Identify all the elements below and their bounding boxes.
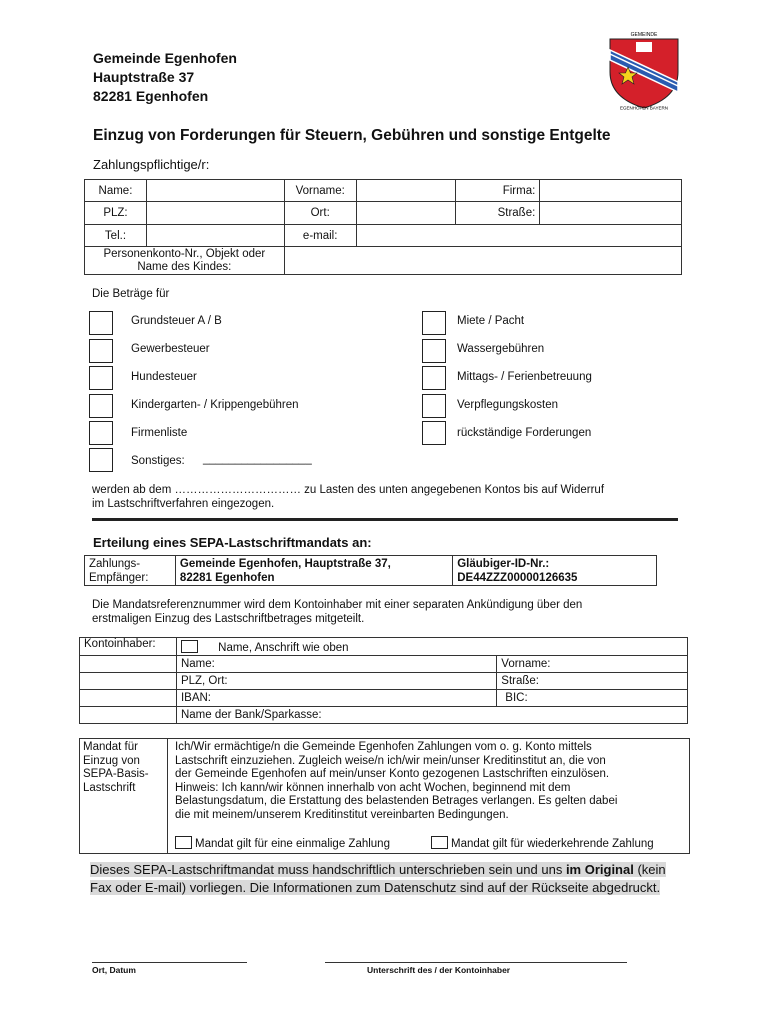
checkbox-mandate-recurring[interactable] xyxy=(431,836,448,849)
payer-plz-field[interactable] xyxy=(146,202,284,225)
label-kindergarten: Kindergarten- / Krippengebühren xyxy=(131,399,299,411)
mandate-text-line2: Lastschrift einzuziehen. Zugleich weise/n ich/wir mein/unser Kreditinstitut an, die von xyxy=(175,754,606,767)
notice-part1: Dieses SEPA-Lastschriftmandat muss handschriftlich unterschrieben sein und uns xyxy=(90,862,566,877)
payer-table xyxy=(84,179,682,275)
label-holder-iban: IBAN: xyxy=(180,692,211,704)
mandate-text-line1: Ich/Wir ermächtige/n die Gemeinde Egenhofen Zahlungen vom o. g. Konto mittels xyxy=(175,741,592,753)
label-mandate-recurring: Mandat gilt für wiederkehrende Zahlung xyxy=(451,838,654,850)
payer-personenkonto-field[interactable] xyxy=(284,247,681,275)
mandate-label-line2: Einzug von xyxy=(83,754,140,767)
label-email: e-mail: xyxy=(284,225,356,247)
checkbox-mandate-once[interactable] xyxy=(175,836,192,849)
label-tel: Tel.: xyxy=(85,225,147,247)
holder-plz-ort-field[interactable] xyxy=(176,673,496,690)
section-divider xyxy=(92,518,678,521)
amounts-outro xyxy=(92,483,604,511)
label-gewerbesteuer: Gewerbesteuer xyxy=(131,343,210,355)
label-holder-vorname: Vorname: xyxy=(501,658,551,670)
mandate-label-line1: Mandat für xyxy=(83,741,138,753)
recipient-label xyxy=(85,556,176,586)
label-firma: Firma: xyxy=(456,180,540,202)
recipient-value-2: 82281 Egenhofen xyxy=(179,571,275,584)
same-as-above-option[interactable] xyxy=(176,638,687,656)
place-date-line[interactable] xyxy=(92,962,247,963)
checkbox-firmenliste[interactable] xyxy=(89,421,113,445)
mandate-label-cell xyxy=(80,739,168,853)
label-personenkonto: Personenkonto-Nr., Objekt oder Name des Kindes: xyxy=(85,247,285,275)
mandate-option-once[interactable] xyxy=(175,836,390,850)
label-miete: Miete / Pacht xyxy=(457,315,525,327)
holder-vorname-field[interactable] xyxy=(497,656,688,673)
recipient-label-1: Zahlungs- xyxy=(89,557,141,570)
label-holder-name: Name: xyxy=(180,658,215,670)
mandate-label-line3: SEPA-Basis- xyxy=(83,768,149,780)
kontoinhaber-spacer-3 xyxy=(80,690,177,707)
mandate-option-recurring[interactable] xyxy=(431,836,654,850)
label-plz: PLZ: xyxy=(85,202,147,225)
checkbox-gewerbesteuer[interactable] xyxy=(89,339,113,363)
crest-top-text: GEMEINDE xyxy=(630,32,658,38)
checkbox-miete[interactable] xyxy=(422,311,446,335)
recipient-label-2: Empfänger: xyxy=(89,571,149,584)
label-grundsteuer: Grundsteuer A / B xyxy=(131,315,222,327)
holder-strasse-field[interactable] xyxy=(497,673,688,690)
payer-firma-field[interactable] xyxy=(540,180,682,202)
recipient-table xyxy=(84,555,657,586)
notice-part2: im Original xyxy=(565,862,634,877)
label-rueckstaendig: rückständige Forderungen xyxy=(457,427,592,439)
label-same-as-above: Name, Anschrift wie oben xyxy=(218,641,349,654)
label-holder-strasse: Straße: xyxy=(501,675,539,687)
label-mandate-once: Mandat gilt für eine einmalige Zahlung xyxy=(195,838,390,850)
label-name: Name: xyxy=(85,180,147,202)
checkbox-sonstiges[interactable] xyxy=(89,448,113,472)
sepa-title: Erteilung eines SEPA-Lastschriftmandats an: xyxy=(93,535,372,550)
mandate-text-line5: Belastungsdatum, die Erstattung des belastenden Betrages verlangen. Es gelten dabei xyxy=(175,795,618,807)
checkbox-verpflegung[interactable] xyxy=(422,394,446,418)
original-signature-notice xyxy=(90,861,666,897)
label-wasser: Wassergebühren xyxy=(457,343,545,355)
notice-part3: (kein Fax oder E-mail) vorliegen. Die Informationen zum Datenschutz sind auf der Rückseite abgedruckt. xyxy=(90,862,666,895)
mandate-reference-line2: erstmaligen Einzug des Lastschriftbetrages mitgeteilt. xyxy=(92,613,365,625)
mandate-label xyxy=(83,741,149,795)
label-vorname: Vorname: xyxy=(284,180,356,202)
creditor-id-value: DE44ZZZ00000126635 xyxy=(457,571,578,584)
checkbox-wasser[interactable] xyxy=(422,339,446,363)
kontoinhaber-spacer-4 xyxy=(80,707,177,724)
amounts-intro: Die Beträge für xyxy=(92,288,170,300)
creditor-id xyxy=(453,556,657,586)
crest-bottom-text: EGENHOFEN BAYERN xyxy=(620,105,668,110)
label-verpflegung: Verpflegungskosten xyxy=(457,399,559,411)
checkbox-hundesteuer[interactable] xyxy=(89,366,113,390)
payer-section-label: Zahlungspflichtige/r: xyxy=(93,157,210,172)
holder-iban-field[interactable] xyxy=(176,690,496,707)
label-mittags: Mittags- / Ferienbetreuung xyxy=(457,371,592,383)
sonstiges-input-line[interactable]: _________________ xyxy=(203,453,312,465)
payer-email-field[interactable] xyxy=(356,225,681,247)
kontoinhaber-spacer-2 xyxy=(80,673,177,690)
mandate-box xyxy=(79,738,690,854)
issuer-street: Hauptstraße 37 xyxy=(93,69,195,85)
issuer-city: 82281 Egenhofen xyxy=(93,88,209,104)
checkbox-mittags[interactable] xyxy=(422,366,446,390)
label-hundesteuer: Hundesteuer xyxy=(131,371,197,383)
mandate-text-line6: die mit meinem/unserem Kreditinstitut vereinbarten Bedingungen. xyxy=(175,808,509,821)
label-holder-plz-ort: PLZ, Ort: xyxy=(180,675,228,687)
amounts-outro-line2: im Lastschriftverfahren eingezogen. xyxy=(92,498,275,510)
mandate-reference-note xyxy=(92,598,582,626)
checkbox-same-as-above[interactable] xyxy=(181,640,198,653)
kontoinhaber-spacer-1 xyxy=(80,656,177,673)
payer-tel-field[interactable] xyxy=(146,225,284,247)
checkbox-grundsteuer[interactable] xyxy=(89,311,113,335)
payer-strasse-field[interactable] xyxy=(540,202,682,225)
recipient-value xyxy=(175,556,452,586)
signature-line[interactable] xyxy=(325,962,627,963)
document-title: Einzug von Forderungen für Steuern, Gebühren und sonstige Entgelte xyxy=(93,127,611,144)
mandate-text xyxy=(175,741,685,822)
creditor-id-label: Gläubiger-ID-Nr.: xyxy=(457,557,550,570)
label-place-date: Ort, Datum xyxy=(92,965,136,975)
payer-name-field[interactable] xyxy=(146,180,284,202)
label-holder-bank: Name der Bank/Sparkasse: xyxy=(180,709,322,721)
account-holder-table xyxy=(79,637,688,724)
payer-ort-field[interactable] xyxy=(356,202,456,225)
label-ort: Ort: xyxy=(284,202,356,225)
mandate-label-line4: Lastschrift xyxy=(83,781,136,794)
label-signature: Unterschrift des / der Kontoinhaber xyxy=(367,965,511,975)
payer-vorname-field[interactable] xyxy=(356,180,456,202)
label-kontoinhaber: Kontoinhaber: xyxy=(80,638,177,656)
label-holder-bic: BIC: xyxy=(505,692,528,704)
issuer-name: Gemeinde Egenhofen xyxy=(93,50,237,66)
label-strasse: Straße: xyxy=(456,202,540,225)
checkbox-rueckstaendig[interactable] xyxy=(422,421,446,445)
recipient-value-1: Gemeinde Egenhofen, Hauptstraße 37, xyxy=(179,557,391,570)
holder-bic-field[interactable] xyxy=(497,690,688,707)
holder-name-field[interactable] xyxy=(176,656,496,673)
municipality-crest-logo xyxy=(604,30,684,110)
checkbox-kindergarten[interactable] xyxy=(89,394,113,418)
label-sonstiges: Sonstiges: xyxy=(131,455,185,467)
mandate-text-line4: Hinweis: Ich kann/wir können innerhalb von acht Wochen, beginnend mit dem xyxy=(175,781,571,794)
holder-bank-field[interactable] xyxy=(176,707,687,724)
issuer-address xyxy=(93,49,237,106)
label-firmenliste: Firmenliste xyxy=(131,427,188,439)
amounts-outro-line1: werden ab dem …………………………… zu Lasten des unten angegebenen Kontos bis auf Widerruf xyxy=(92,484,605,496)
mandate-reference-line1: Die Mandatsreferenznummer wird dem Kontoinhaber mit einer separaten Ankündigung über den xyxy=(92,599,583,611)
mandate-text-line3: der Gemeinde Egenhofen auf mein/unser Konto gezogenen Lastschriften einzulösen. xyxy=(175,768,610,780)
